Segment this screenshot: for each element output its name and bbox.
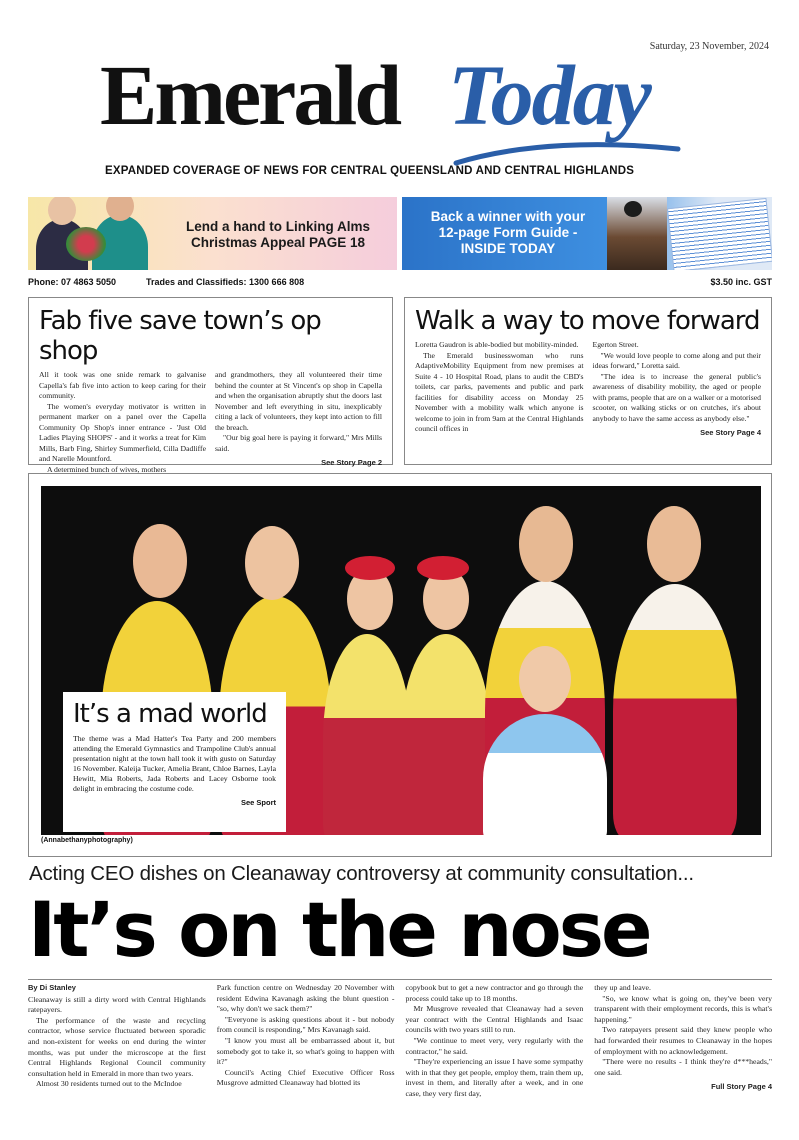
figure-7-head [519, 646, 571, 712]
figure-3 [323, 634, 411, 835]
lead-full-story-link[interactable]: Full Story Page 4 [711, 1082, 772, 1092]
tagline: EXPANDED COVERAGE OF NEWS FOR CENTRAL QUEENSLAND AND CENTRAL HIGHLANDS [105, 165, 635, 177]
lead-divider [28, 979, 772, 980]
lead-byline: By Di Stanley [28, 983, 76, 992]
promo-jockey-helmet [624, 201, 642, 217]
story-mobility-walk-see-link[interactable]: See Story Page 4 [700, 428, 761, 437]
story-mobility-walk-col1: Loretta Gaudron is able-bodied but mobility-minded. The Emerald businesswoman who runs AdaptiveMobility Equipment from new premises at Suite 4 - 10 Hospital Road, plans to audit the CBD's toilets, car parks, pavements and public and park facilities for disability access on Monday 25 November with a mobility walk which anyone is welcome to join in from 9am at the Central Highlands council offices in [415, 340, 584, 433]
feature-photo-box [28, 473, 772, 857]
lead-story-body [28, 983, 772, 1100]
figure-4 [401, 634, 491, 835]
lead-headline: It’s on the nose [28, 885, 650, 974]
story-mobility-walk-col2: Egerton Street. "We would love people to come along and put their ideas forward," Loretta said. "The idea is to increase the general public's awareness of disability mobility, the aged or people with prams, people that are on a walker or a motorised scooter, on walking sticks or on crutches, it's about anybody to have the same access as anybody else." See Story Page 4 [592, 340, 761, 437]
masthead-emerald: Emerald [100, 47, 400, 143]
promo-form-guide-pages [667, 198, 772, 270]
story-mobility-walk-headline: Walk a way to move forward [415, 306, 760, 336]
story-op-shop [28, 297, 393, 474]
story-mobility-walk [404, 297, 772, 465]
lead-col4: they up and leave. "So, we know what is going on, they've been very transparent with their employment records, this is what's happening." Two ratepayers present said they knew people who had forwarded their resumes to Cleanaway in the hopes of employment with no acknowledgement. "There were no results - I think they're d***heads," one said. Full Story Page 4 [594, 983, 772, 1092]
cover-price: $3.50 inc. GST [710, 277, 772, 287]
figure-3-hat [345, 556, 395, 580]
feature-photo [41, 486, 761, 835]
story-op-shop-col2: and grandmothers, they all volunteered their time behind the counter at St Vincent's op shop in Capella and when the organisation abruptly shut the doors last November and left everything in situ, inexplicably citing a lack of volunteers, they kept into action to fill the breach. "Our big goal here is paying it forward," Mrs Mills said. See Story Page 2 [215, 370, 382, 467]
figure-6-head [647, 506, 701, 582]
promo-right-text: Back a winner with your 12-page Form Guide - INSIDE TODAY [430, 209, 586, 256]
feature-caption [63, 692, 286, 832]
masthead [0, 47, 799, 168]
lead-kicker: Acting CEO dishes on Cleanaway controversy at community consultation... [29, 862, 694, 885]
promo-left-text: Lend a hand to Linking Alms Christmas Appeal PAGE 18 [185, 219, 370, 250]
contact-trades: Trades and Classifieds: 1300 666 808 [146, 277, 305, 287]
issue-date: Saturday, 23 November, 2024 [649, 41, 769, 52]
figure-7 [483, 714, 607, 835]
figure-6 [613, 584, 737, 835]
promo-wreath-icon [66, 227, 106, 261]
lead-col2: Park function centre on Wednesday 20 November with resident Edwina Kavanagh asking the blunt question - "so, why don't we sack them?" "Everyone is asking questions about it - but nobody from council is responding," Mrs Kavanagh said. "I know you must all be embarrassed about it, but somebody got to take it, so what's going to happen with it?" Council's Acting Chief Executive Officer Ross Musgrove admitted Cleanaway had blotted its [216, 983, 395, 1088]
masthead-today: Today [448, 47, 650, 143]
story-op-shop-headline: Fab five save town’s op shop [39, 306, 321, 366]
story-op-shop-see-link[interactable]: See Story Page 2 [321, 458, 382, 467]
feature-caption-text: The theme was a Mad Hatter's Tea Party and 200 members attending the Emerald Gymnastics and Trampoline Club's annual presentation night at the town hall took it with gusto on Saturday 16 November. Kaleija Tucker, Amelia Brant, Chloe Barnes, Layla Hewitt, Mia Roberts, Jada Roberts and Lacey Osborne took delight in embracing the costume code. [73, 734, 276, 793]
lead-col1: By Di Stanley Cleanaway is still a dirty word with Central Highlands ratepayers. The performance of the waste and recycling contractor, whose service fluctuated between sporadic and non-existent for weeks on end during the winter months, was put under the microscope at the first Central Highlands Regional Council community consultation held in Emerald in more than two years. Almost 30 residents turned out to the McIndoe [28, 983, 206, 1089]
promo-linking-alms[interactable] [28, 197, 397, 270]
story-op-shop-body [39, 370, 382, 475]
contact-phone: Phone: 07 4863 5050 [28, 277, 117, 287]
feature-caption-title: It’s a mad world [73, 699, 267, 729]
story-op-shop-col1: All it took was one snide remark to galvanise Capella's fab five into action to keep caring for their community. The women's everyday motivator is written in permanent marker on a panel over the Capella Community Op Shop's inner entrance - 'Just Old Ladies Playing SHOPS' - and it works a treat for Kim Mills, Barb Fing, Shirley Summerfield, Cilla Dadliffe and Narelle Mountford. A determined bunch of wives, mothers [39, 370, 206, 474]
lead-col3: copybook but to get a new contractor and go through the process could take up to 18 months. Mr Musgrove revealed that Cleanaway had a seven year contract with the Central Highlands and Isaac councils with two years still to run. "We continue to meet very, very regularly with the contractor," he said. "They're experiencing an issue I have some sympathy with in that they get people, employ them, train them up, invest in them, and literally after a week, and in one case, they very first day, [405, 983, 584, 1098]
figure-5-head [519, 506, 573, 582]
contact-bar [28, 277, 772, 287]
figure-4-hat [417, 556, 469, 580]
photo-credit: (Annabethanyphotography) [41, 837, 133, 844]
feature-see-link[interactable]: See Sport [240, 798, 276, 807]
figure-1-head [133, 524, 187, 598]
promo-form-guide[interactable] [402, 197, 772, 270]
story-mobility-walk-body [415, 340, 761, 439]
figure-2-head [245, 526, 299, 600]
